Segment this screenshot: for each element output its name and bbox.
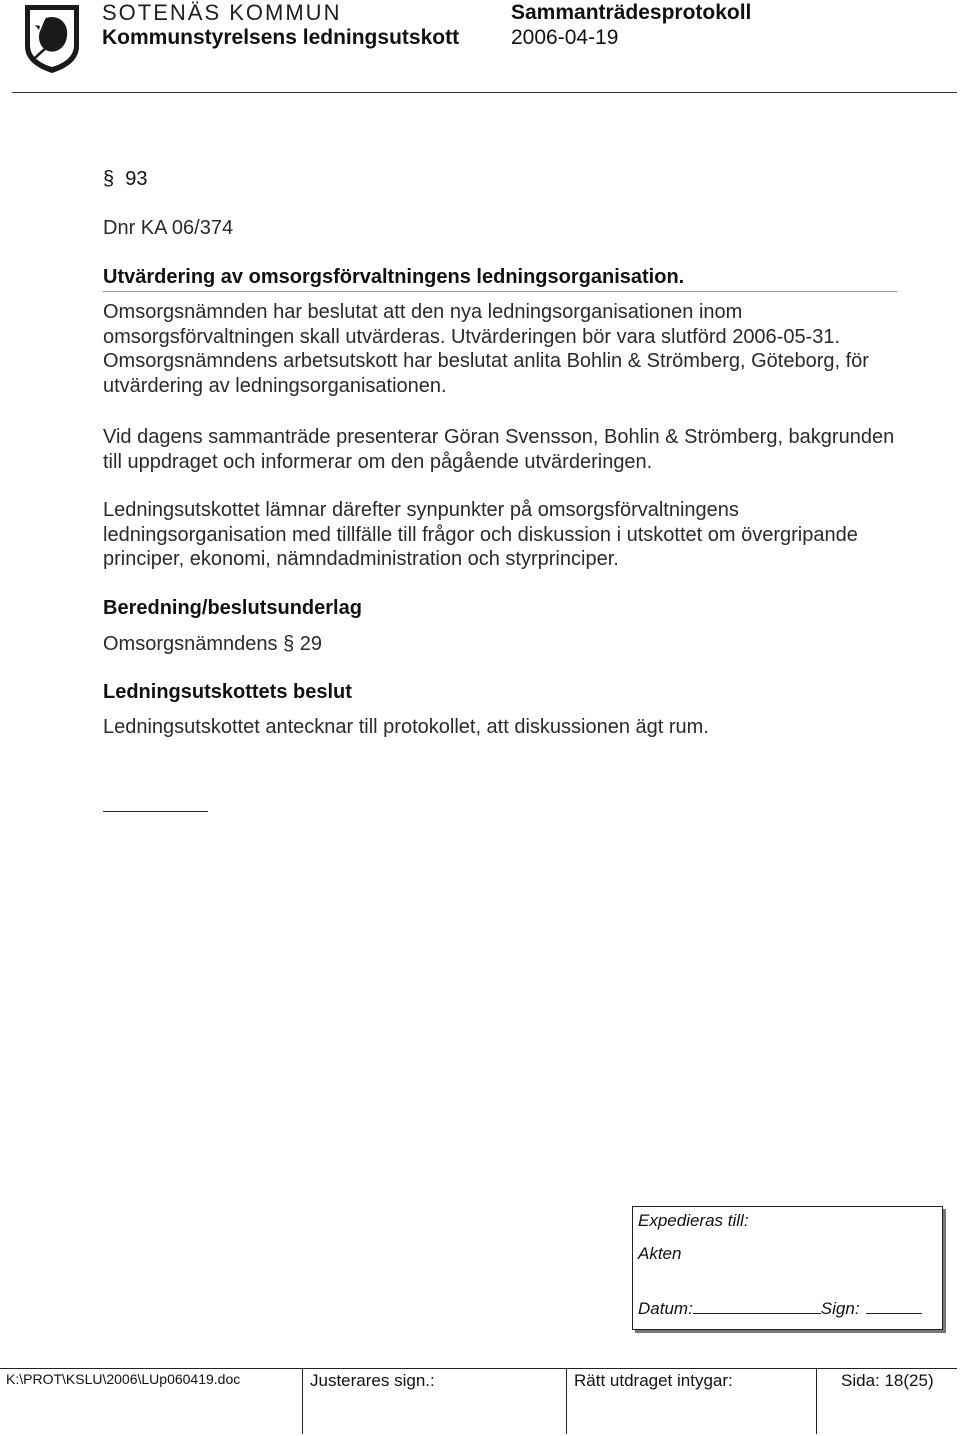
municipality-logo xyxy=(22,2,82,74)
paragraph-symbol: § xyxy=(103,168,115,190)
sign-blank xyxy=(866,1299,922,1314)
document-type: Sammanträdesprotokoll xyxy=(511,1,752,24)
footer-utdrag-label: Rätt utdraget intygar: xyxy=(574,1371,733,1390)
beredning-heading: Beredning/beslutsunderlag xyxy=(103,597,362,619)
section-title: Utvärdering av omsorgsförvaltningens ledningsorganisation. xyxy=(103,266,685,288)
footer-page-cell xyxy=(816,1369,957,1434)
paragraph-background: Omsorgsnämnden har beslutat att den nya ledningsorganisationen inom omsorgsförvaltningen skall utvärderas. Utvärderingen bör vara slutförd 2006-05-31. Omsorgsnämndens arbetsutskott har beslutat anlita Bohlin & Strömberg, Göteborg, för utvärdering av ledningsorganisationen. xyxy=(103,301,869,397)
expedition-datum-sign xyxy=(638,1299,938,1319)
footer-justeras-cell xyxy=(302,1369,567,1434)
beredning-reference xyxy=(103,632,903,657)
committee-name: Kommunstyrelsens ledningsutskott xyxy=(102,26,460,49)
title-divider xyxy=(103,291,897,292)
footer-page-label: Sida: 18(25) xyxy=(841,1371,934,1390)
document-date: 2006-04-19 xyxy=(511,26,619,49)
expedition-box xyxy=(632,1206,943,1330)
beslut-heading: Ledningsutskottets beslut xyxy=(103,681,352,703)
section-number-value: 93 xyxy=(125,168,148,190)
expedition-recipient: Akten xyxy=(638,1244,682,1263)
footer-justeras-label: Justerares sign.: xyxy=(310,1371,435,1390)
datum-label: Datum: xyxy=(638,1299,693,1318)
beredning-text: Omsorgsnämndens xyxy=(103,633,278,655)
footer-utdrag-cell xyxy=(566,1369,817,1434)
section-number xyxy=(103,167,903,192)
beslut-text: Ledningsutskottet antecknar till protokollet, att diskussionen ägt rum. xyxy=(103,716,709,738)
footer-file-path: K:\PROT\KSLU\2006\LUp060419.doc xyxy=(6,1371,241,1387)
paragraph-presentation: Vid dagens sammanträde presenterar Göran Svensson, Bohlin & Strömberg, bakgrunden till uppdraget och informerar om den pågående utvärderingen. xyxy=(103,426,895,473)
sign-label: Sign: xyxy=(820,1299,860,1318)
header-divider xyxy=(12,92,957,93)
municipality-name: SOTENÄS KOMMUN xyxy=(102,0,342,25)
signature-line xyxy=(103,811,208,812)
beredning-symbol: § xyxy=(283,633,295,655)
datum-blank xyxy=(693,1299,821,1314)
beredning-number: 29 xyxy=(299,633,323,655)
footer xyxy=(0,1368,957,1434)
paragraph-discussion: Ledningsutskottet lämnar därefter synpunkter på omsorgsförvaltningens ledningsorganisation med tillfälle till frågor och diskussion i utskottet om övergripande principer, ekonomi, nämndadministration och styrprinciper. xyxy=(103,499,858,570)
expedition-label: Expedieras till: xyxy=(638,1211,749,1230)
diarienummer: Dnr KA 06/374 xyxy=(103,217,234,239)
